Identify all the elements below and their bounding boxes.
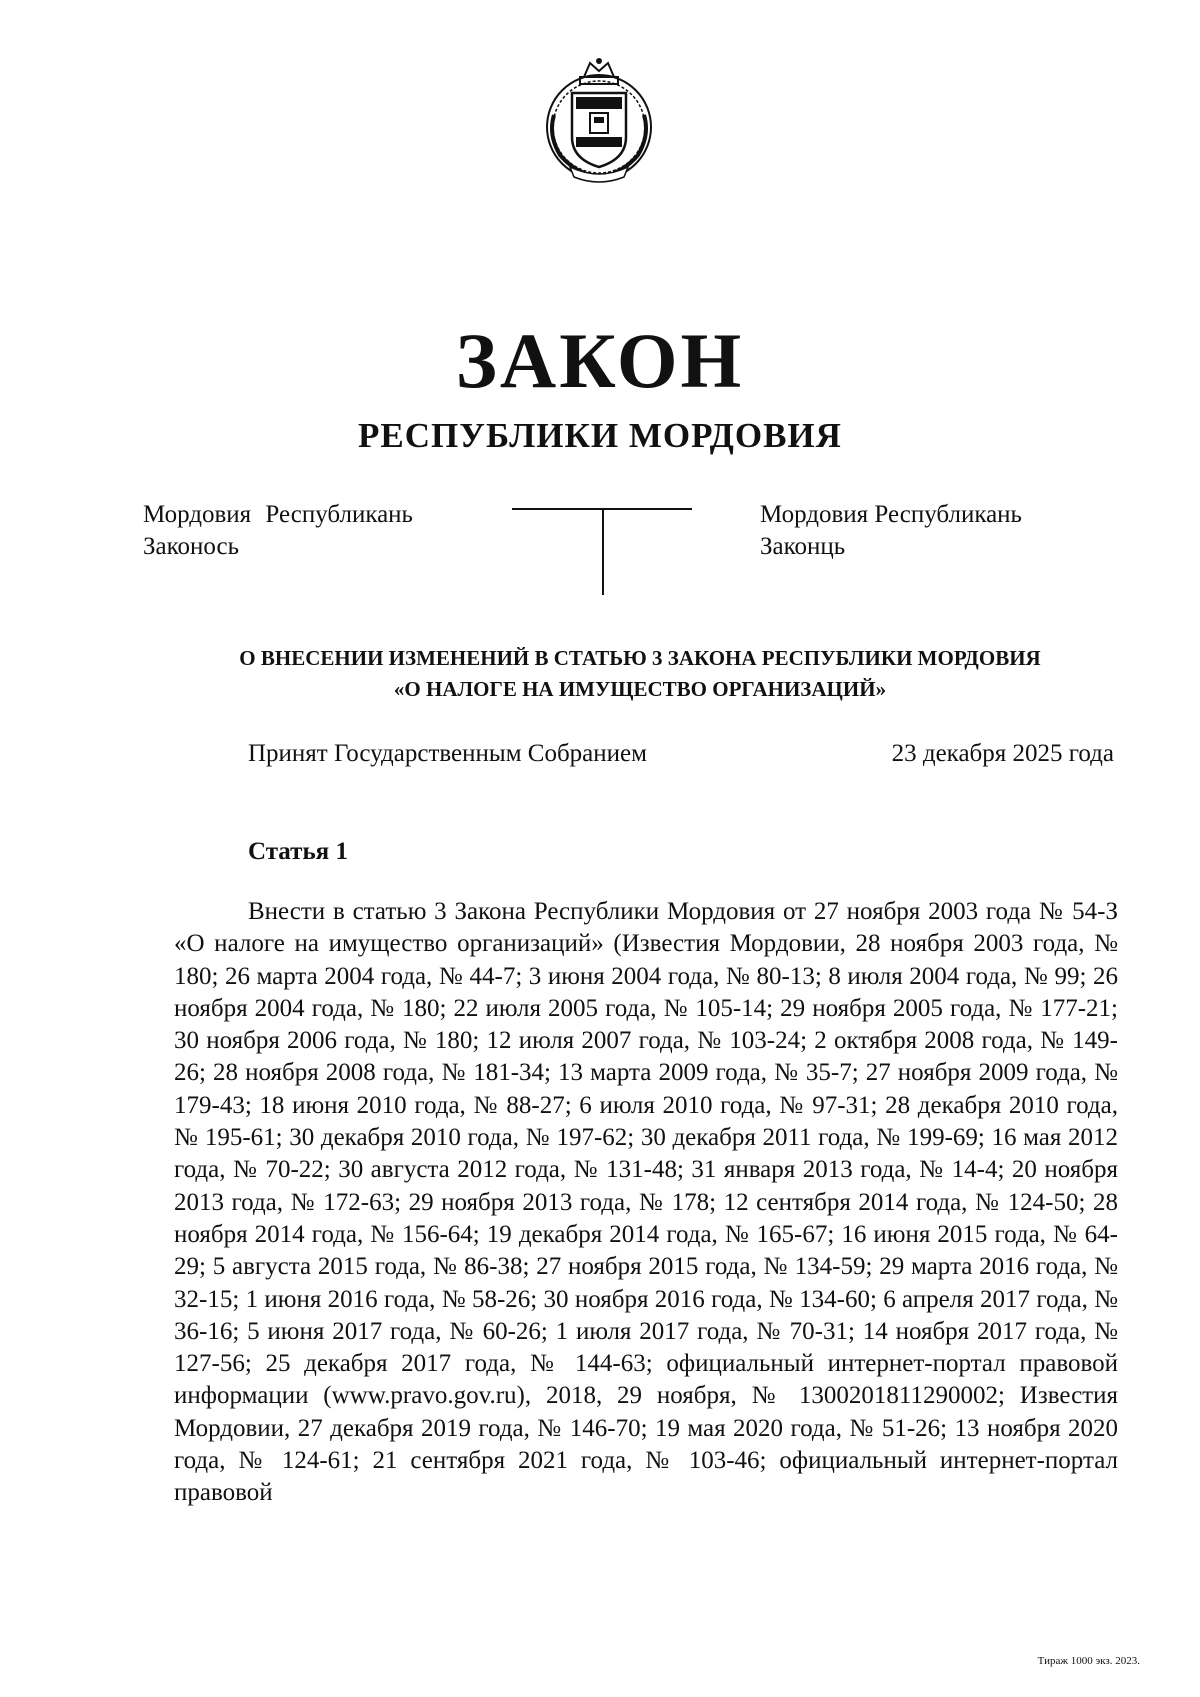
document-heading [140,643,1140,705]
right-language-line1: Мордовия Республикань [760,501,1022,528]
right-language-line2: Законць [760,533,846,560]
number-field-vertical-line [602,509,604,595]
left-language-line1: Мордовия Республикань [143,501,413,528]
document-heading-line2: «О НАЛОГЕ НА ИМУЩЕСТВО ОРГАНИЗАЦИЙ» [393,677,887,701]
document-heading-line1: О ВНЕСЕНИИ ИЗМЕНЕНИЙ В СТАТЬЮ 3 ЗАКОНА РЕСПУБЛИКИ МОРДОВИЯ [239,646,1041,670]
article-body [174,896,1118,1510]
adopted-by: Принят Государственным Собранием [248,740,647,767]
right-language-block [760,499,1022,563]
left-language-block [143,499,413,563]
mordovia-coat-of-arms-icon [540,55,658,185]
print-run-note: Тираж 1000 экз. 2023. [1037,1655,1140,1667]
law-title: ЗАКОН [455,317,745,404]
adopted-date: 23 декабря 2025 года [891,740,1114,767]
article-paragraph: Внести в статью 3 Закона Республики Мордовия от 27 ноября 2003 года № 54-З «О налоге на имущество организаций» (Известия Мордовии, 28 ноября 2003 года, № 180; 26 марта 2004 года, № 44-7; 3 июня 2004 года, № 80-13; 8 июля 2004 года, № 99; 26 ноября 2004 года, № 180; 22 июля 2005 года, № 105-14; 29 ноября 2005 года, № 177-21; 30 ноября 2006 года, № 180; 12 июля 2007 года, № 103-24; 2 октября 2008 года, № 149-26; 28 ноября 2008 года, № 181-34; 13 марта 2009 года, № 35-7; 27 ноября 2009 года, № 179-43; 18 июня 2010 года, № 88-27; 6 июля 2010 года, № 97-31; 28 декабря 2010 года, № 195-61; 30 декабря 2010 года, № 197-62; 30 декабря 2011 года, № 199-69; 16 мая 2012 года, № 70-22; 30 августа 2012 года, № 131-48; 31 января 2013 года, № 14-4; 20 ноября 2013 года, № 172-63; 29 ноября 2013 года, № 178; 12 сентября 2014 года, № 124-50; 28 ноября 2014 года, № 156-64; 19 декабря 2014 года, № 165-67; 16 июня 2015 года, № 64-29; 5 августа 2015 года, № 86-38; 27 ноября 2015 года, № 134-59; 29 марта 2016 года, № 32-15; 1 июня 2016 года, № 58-26; 30 ноября 2016 года, № 134-60; 6 апреля 2017 года, № 36-16; 5 июня 2017 года, № 60-26; 1 июля 2017 года, № 70-31; 14 ноября 2017 года, № 127-56; 25 декабря 2017 года, № 144-63; официальный интернет-портал правовой информации (www.pravo.gov.ru), 2018, 29 ноября, № 1300201811290002; Известия Мордовии, 27 декабря 2019 года, № 146-70; 19 мая 2020 года, № 51-26; 13 ноября 2020 года, № 124-61; 21 сентября 2021 года, № 103-46; официальный интернет-портал правовой [174,898,1118,1507]
law-subtitle: РЕСПУБЛИКИ МОРДОВИЯ [358,416,842,455]
article-title: Статья 1 [248,838,348,865]
left-language-line2: Законось [143,533,239,560]
